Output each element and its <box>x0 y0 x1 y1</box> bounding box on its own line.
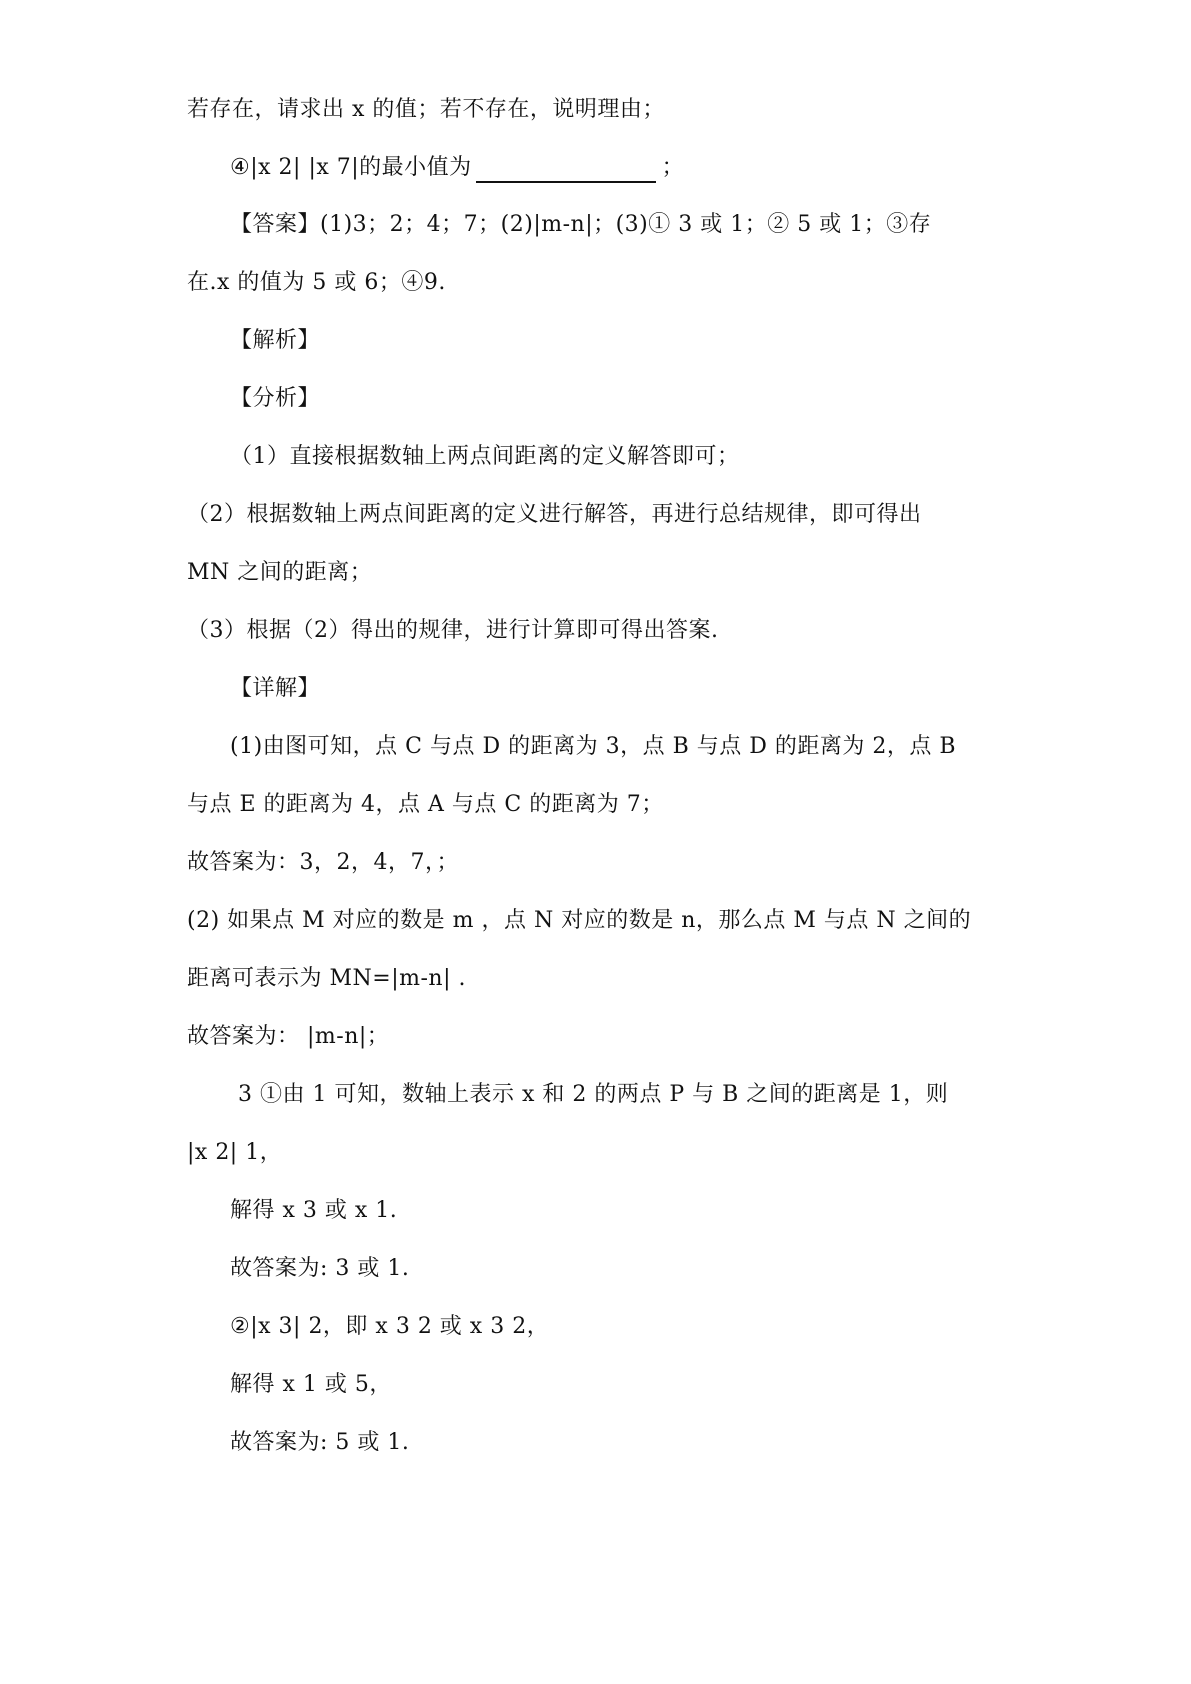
text-line: 故答案为： |m-n|； <box>187 1024 390 1049</box>
text-line: 故答案为：3，2，4，7，； <box>187 850 459 875</box>
question-4-end: ； <box>661 155 685 180</box>
text-line: ②|x 3| 2，即 x 3 2 或 x 3 2， <box>230 1314 550 1339</box>
text-line: 与点 E 的距离为 4，点 A 与点 C 的距离为 7； <box>187 792 664 817</box>
text-line: (2) 如果点 M 对应的数是 m ，点 N 对应的数是 n，那么点 M 与点 N 之间的 <box>187 908 972 933</box>
section-heading: 【详解】 <box>230 676 321 701</box>
section-heading: 【分析】 <box>230 386 321 411</box>
text-line: 若存在，请求出 x 的值；若不存在，说明理由； <box>187 97 665 122</box>
text-line: |x 2| 1， <box>187 1140 283 1165</box>
text-line: （2）根据数轴上两点间距离的定义进行解答，再进行总结规律，即可得出 <box>187 502 922 527</box>
question-4-text: ④|x 2| |x 7|的最小值为 <box>230 155 472 180</box>
answer-line: 【答案】(1)3；2；4；7；(2)|m-n|；(3)① 3 或 1；② 5 或 1；③存 <box>230 212 932 237</box>
text-line: 故答案为: 3 或 1. <box>230 1256 410 1281</box>
text-line: 解得 x 1 或 5， <box>230 1372 392 1397</box>
answer-line: 在.x 的值为 5 或 6；④9. <box>187 270 446 295</box>
text-line: (1)由图可知，点 C 与点 D 的距离为 3，点 B 与点 D 的距离为 2，点 B <box>230 734 957 759</box>
answer-blank <box>476 157 656 183</box>
text-line: 距离可表示为 MN=|m-n| . <box>187 966 466 991</box>
text-line: MN 之间的距离； <box>187 560 373 585</box>
question-4-line <box>230 153 684 183</box>
text-line: （3）根据（2）得出的规律，进行计算即可得出答案. <box>187 618 719 643</box>
text-line: 解得 x 3 或 x 1. <box>230 1198 398 1223</box>
text-line: （1）直接根据数轴上两点间距离的定义解答即可； <box>230 444 740 469</box>
text-line: 3 ①由 1 可知，数轴上表示 x 和 2 的两点 P 与 B 之间的距离是 1，则 <box>238 1082 949 1107</box>
section-heading: 【解析】 <box>230 328 321 353</box>
text-line: 故答案为: 5 或 1. <box>230 1430 410 1455</box>
